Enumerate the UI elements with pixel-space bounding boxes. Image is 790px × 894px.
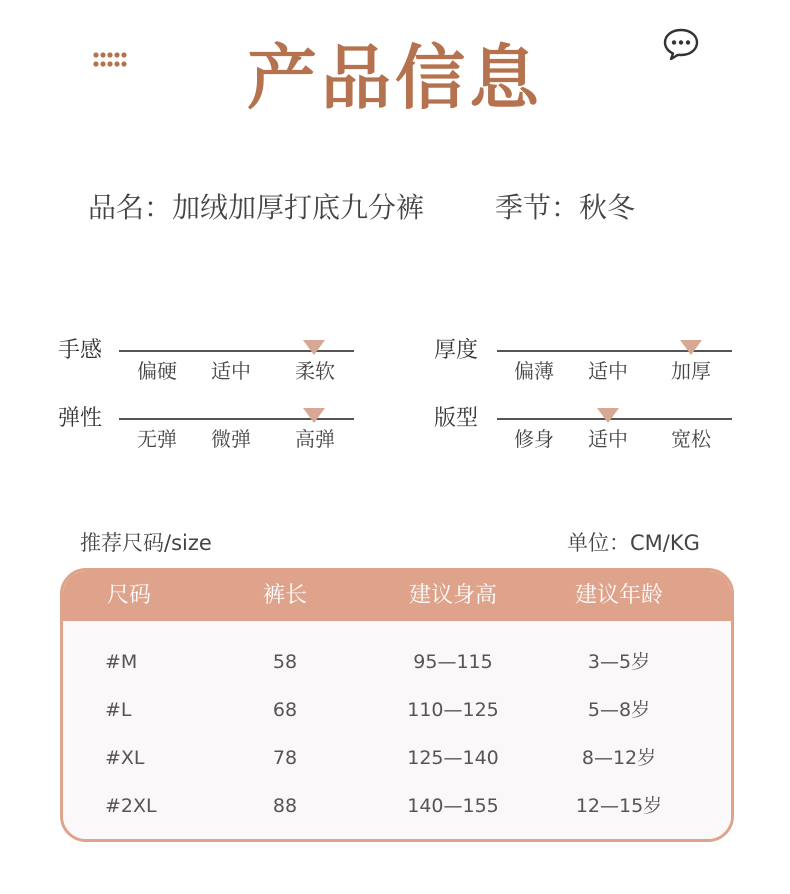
attribute-option: 偏薄 (514, 359, 554, 383)
table-cell: 68 (272, 699, 298, 721)
attribute-option: 宽松 (671, 427, 711, 451)
table-cell: #2XL (105, 795, 157, 817)
table-cell: 125—140 (407, 747, 499, 769)
table-header-cell: 建议身高 (408, 583, 497, 608)
table-cell: 3—5岁 (587, 651, 651, 673)
attribute-option: 无弹 (137, 427, 177, 451)
table-cell: #L (105, 699, 132, 721)
table-cell: 95—115 (413, 651, 493, 673)
attribute-option: 微弹 (211, 427, 251, 451)
table-body (63, 621, 731, 839)
attribute-option: 加厚 (671, 359, 711, 383)
page-title: 产品信息 (247, 37, 543, 119)
attribute-option: 适中 (588, 359, 628, 383)
table-cell: 12—15岁 (575, 795, 663, 817)
product-name: 品名：加绒加厚打底九分裤 (88, 191, 425, 224)
table-row (63, 782, 731, 830)
selected-marker-icon (597, 408, 619, 423)
table-header-cell: 建议年龄 (574, 583, 663, 608)
attribute-option: 适中 (588, 427, 628, 451)
attribute-option: 高弹 (295, 427, 335, 451)
product-season: 季节：秋冬 (495, 191, 636, 224)
selected-marker-icon (303, 340, 325, 355)
attribute-label: 手感 (58, 338, 103, 363)
table-cell: 5—8岁 (587, 699, 651, 721)
size-table (60, 568, 734, 842)
table-cell: #M (105, 651, 138, 673)
table-cell: 58 (272, 651, 298, 673)
table-cell: 140—155 (407, 795, 499, 817)
attribute-option: 修身 (514, 427, 554, 451)
table-header-cell: 尺码 (107, 583, 152, 608)
table-cell: 88 (272, 795, 298, 817)
attribute-option: 柔软 (295, 359, 335, 383)
attribute-option: 偏硬 (137, 359, 177, 383)
attribute-label: 弹性 (58, 406, 103, 431)
table-header-cell: 裤长 (262, 583, 307, 608)
size-section-title: 推荐尺码/size (80, 531, 212, 555)
attribute-option: 适中 (211, 359, 251, 383)
table-cell: 8—12岁 (581, 747, 657, 769)
chat-bubble-icon (662, 27, 700, 61)
table-row (63, 638, 731, 686)
table-row (63, 734, 731, 782)
selected-marker-icon (303, 408, 325, 423)
selected-marker-icon (680, 340, 702, 355)
size-unit-label: 单位：CM/KG (567, 531, 700, 555)
table-cell: 78 (272, 747, 298, 769)
table-cell: #XL (105, 747, 145, 769)
table-header (63, 571, 731, 621)
table-row (63, 686, 731, 734)
attribute-label: 厚度 (434, 338, 479, 363)
attribute-label: 版型 (434, 406, 479, 431)
table-cell: 110—125 (407, 699, 499, 721)
